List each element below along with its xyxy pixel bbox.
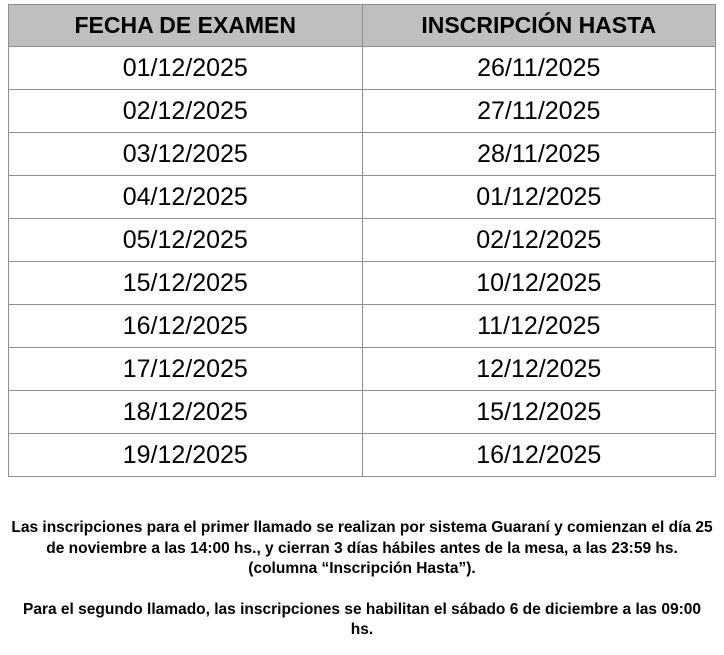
registration-deadline-cell: 02/12/2025 — [362, 219, 716, 262]
first-call-note: Las inscripciones para el primer llamado se realizan por sistema Guaraní y comienzan el día 25 de noviembre a las 14:00 hs., y cierran 3 días hábiles antes de la mesa, a las 23:59 hs. (columna “Inscripción Hasta”). — [11, 519, 713, 577]
registration-deadline-cell: 16/12/2025 — [362, 434, 716, 477]
table-row — [9, 47, 716, 90]
registration-deadline-cell: 26/11/2025 — [362, 47, 716, 90]
registration-notes — [10, 518, 714, 641]
exam-date-cell: 16/12/2025 — [9, 305, 363, 348]
table-row — [9, 348, 716, 391]
exam-date-cell: 15/12/2025 — [9, 262, 363, 305]
table-row — [9, 133, 716, 176]
exam-date-cell: 18/12/2025 — [9, 391, 363, 434]
table-row — [9, 434, 716, 477]
header-exam-date: FECHA DE EXAMEN — [9, 5, 363, 47]
exam-date-cell: 05/12/2025 — [9, 219, 363, 262]
table-row — [9, 391, 716, 434]
registration-deadline-cell: 11/12/2025 — [362, 305, 716, 348]
table-row — [9, 219, 716, 262]
table-header-row — [9, 5, 716, 47]
registration-deadline-cell: 28/11/2025 — [362, 133, 716, 176]
registration-deadline-cell: 10/12/2025 — [362, 262, 716, 305]
table-row — [9, 176, 716, 219]
exam-date-cell: 01/12/2025 — [9, 47, 363, 90]
table-row — [9, 90, 716, 133]
exam-dates-table — [8, 4, 716, 477]
exam-date-cell: 19/12/2025 — [9, 434, 363, 477]
registration-deadline-cell: 01/12/2025 — [362, 176, 716, 219]
registration-deadline-cell: 12/12/2025 — [362, 348, 716, 391]
exam-date-cell: 17/12/2025 — [9, 348, 363, 391]
table-row — [9, 305, 716, 348]
exam-date-cell: 02/12/2025 — [9, 90, 363, 133]
exam-date-cell: 04/12/2025 — [9, 176, 363, 219]
table-row — [9, 262, 716, 305]
second-call-note: Para el segundo llamado, las inscripciones se habilitan el sábado 6 de diciembre a las 09:00 hs. — [23, 600, 701, 638]
registration-deadline-cell: 15/12/2025 — [362, 391, 716, 434]
exam-date-cell: 03/12/2025 — [9, 133, 363, 176]
header-registration-deadline: INSCRIPCIÓN HASTA — [362, 5, 716, 47]
registration-deadline-cell: 27/11/2025 — [362, 90, 716, 133]
